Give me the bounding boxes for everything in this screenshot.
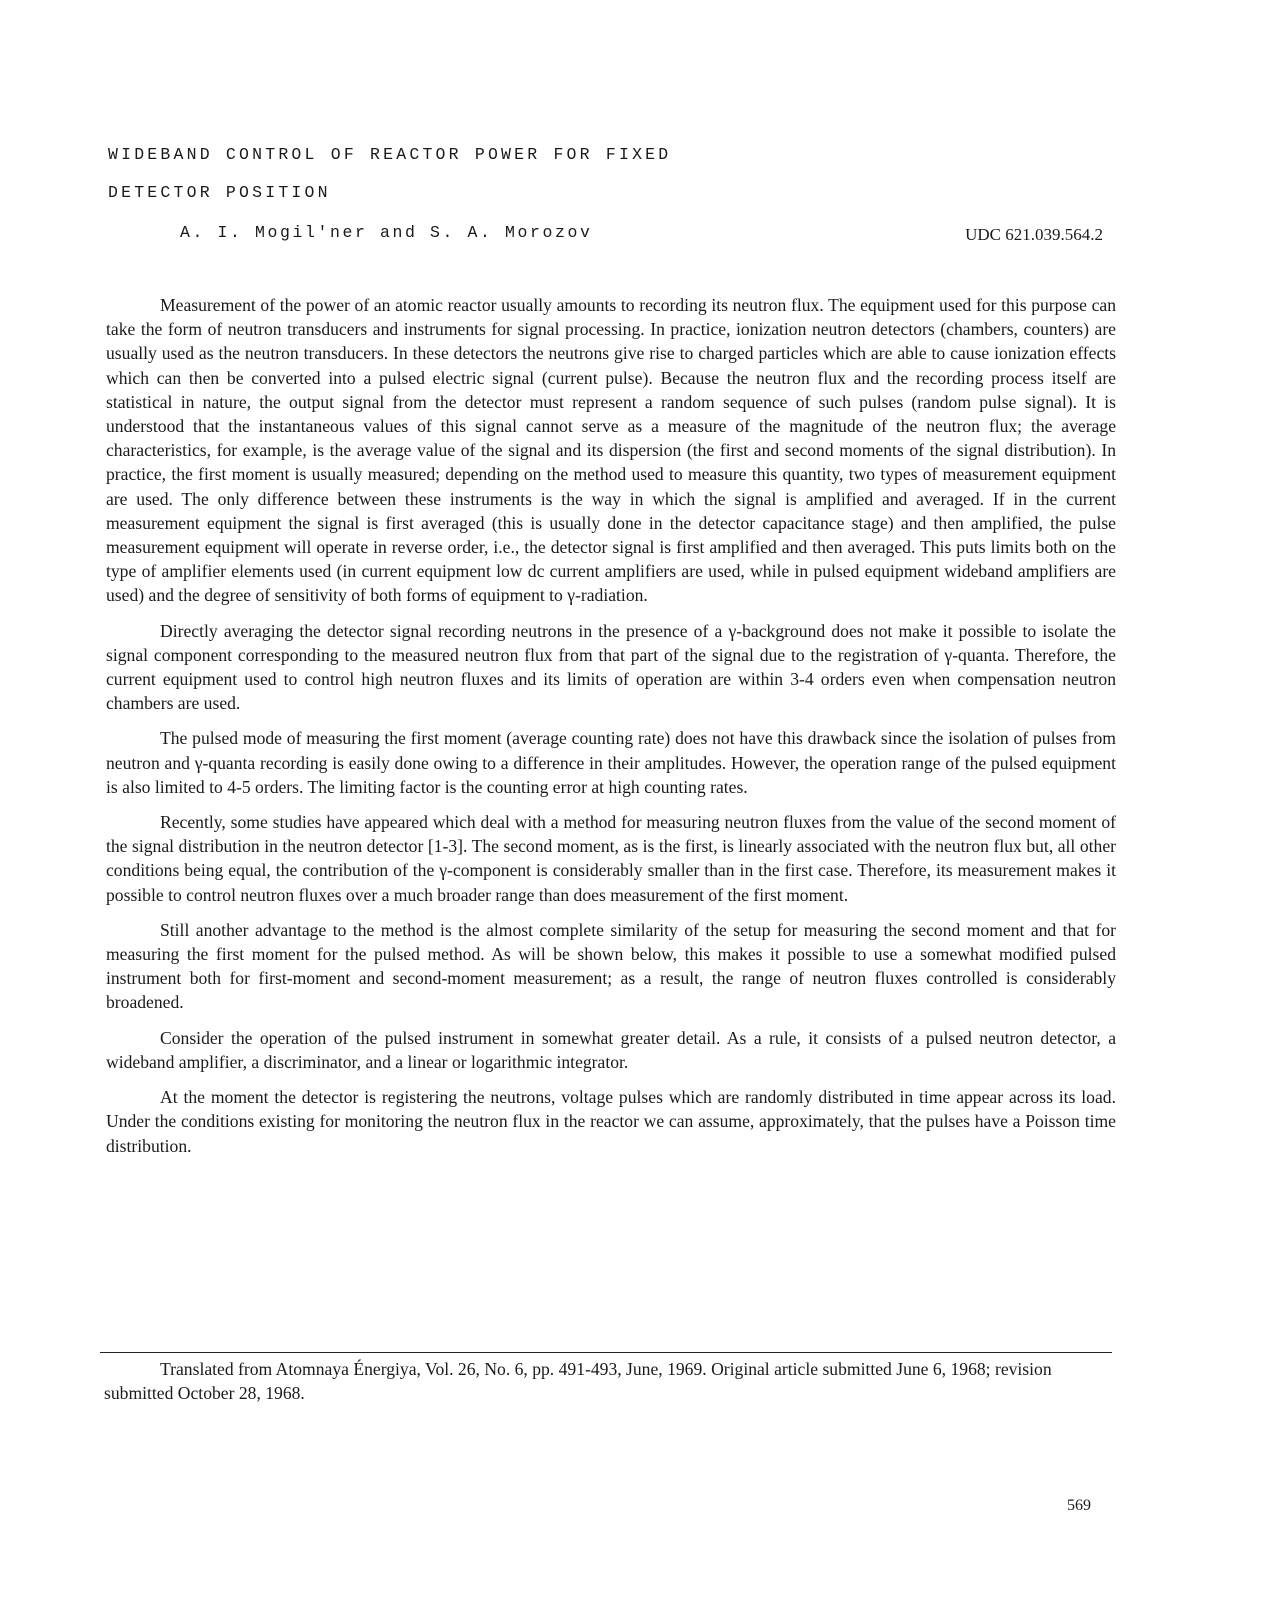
article-title: WIDEBAND CONTROL OF REACTOR POWER FOR FIXED DETECTOR POSITION: [108, 145, 672, 202]
body-paragraph: Directly averaging the detector signal recording neutrons in the presence of a γ-background does not make it possible to isolate the signal component corresponding to the measured neutron flux from that part of the signal due to the registration of γ-quanta. Therefore, the current equipment used to control high neutron fluxes and its limits of operation are within 3-4 orders even when compensation neutron chambers are used.: [106, 620, 1116, 714]
udc-code: UDC 621.039.564.2: [965, 225, 1103, 244]
footnote-divider: [100, 1352, 1112, 1353]
body-paragraph: Recently, some studies have appeared which deal with a method for measuring neutron fluxes from the value of the second moment of the signal distribution in the neutron detector [1-3]. The second moment, as is the first, is linearly associated with the neutron flux but, all other conditions being equal, the contribution of the γ-component is considerably smaller than in the first case. Therefore, its measurement makes it possible to control neutron fluxes over a much broader range than does measurement of the first moment.: [106, 812, 1116, 905]
article-authors: A. I. Mogil'ner and S. A. Morozov: [180, 223, 593, 242]
body-paragraph: Still another advantage to the method is the almost complete similarity of the setup for measuring the second moment and that for measuring the first moment for the pulsed method. As will be shown below, this makes it possible to use a somewhat modified pulsed instrument both for first-moment and second-moment measurement; as a result, the range of neutron fluxes controlled is considerably broadened.: [106, 919, 1116, 1013]
body-paragraph: At the moment the detector is registering the neutrons, voltage pulses which are randomly distributed in time appear across its load. Under the conditions existing for monitoring the neutron flux in the reactor we can assume, approximately, that the pulses have a Poisson time distribution.: [106, 1087, 1116, 1156]
body-paragraph: Consider the operation of the pulsed instrument in somewhat greater detail. As a rule, it consists of a pulsed neutron detector, a wideband amplifier, a discriminator, and a linear or logarithmic integrator.: [106, 1027, 1116, 1072]
body-paragraph: The pulsed mode of measuring the first moment (average counting rate) does not have this drawback since the isolation of pulses from neutron and γ-quanta recording is easily done owing to a difference in their amplitudes. However, the operation range of the pulsed equipment is also limited to 4-5 orders. The limiting factor is the counting error at high counting rates.: [106, 728, 1116, 797]
page-number: 569: [1067, 1497, 1091, 1514]
article-body: [106, 293, 1116, 1169]
translation-footnote: Translated from Atomnaya Énergiya, Vol. 26, No. 6, pp. 491-493, June, 1969. Original article submitted June 6, 1968; revision submitted October 28, 1968.: [104, 1359, 1052, 1404]
body-paragraph: Measurement of the power of an atomic reactor usually amounts to recording its neutron flux. The equipment used for this purpose can take the form of neutron transducers and instruments for signal processing. In practice, ionization neutron detectors (chambers, counters) are usually used as the neutron transducers. In these detectors the neutrons give rise to charged particles which are able to cause ionization effects which can then be converted into a pulsed electric signal (current pulse). Because the neutron flux and the recording process itself are statistical in nature, the output signal from the detector must represent a random sequence of such pulses (random pulse signal). It is understood that the instantaneous values of this signal cannot serve as a measure of the magnitude of the neutron flux; the average characteristics, for example, is the average value of the signal and its dispersion (the first and second moments of the signal distribution). In practice, the first moment is usually measured; depending on the method used to measure this quantity, two types of measurement equipment are used. The only difference between these instruments is the way in which the signal is amplified and averaged. If in the current measurement equipment the signal is first averaged (this is usually done in the detector capacitance stage) and then amplified, the pulse measurement equipment will operate in reverse order, i.e., the detector signal is first amplified and then averaged. This puts limits both on the type of amplifier elements used (in current equipment low dc current amplifiers are used, while in pulsed equipment wideband amplifiers are used) and the degree of sensitivity of both forms of equipment to γ-radiation.: [106, 295, 1116, 606]
